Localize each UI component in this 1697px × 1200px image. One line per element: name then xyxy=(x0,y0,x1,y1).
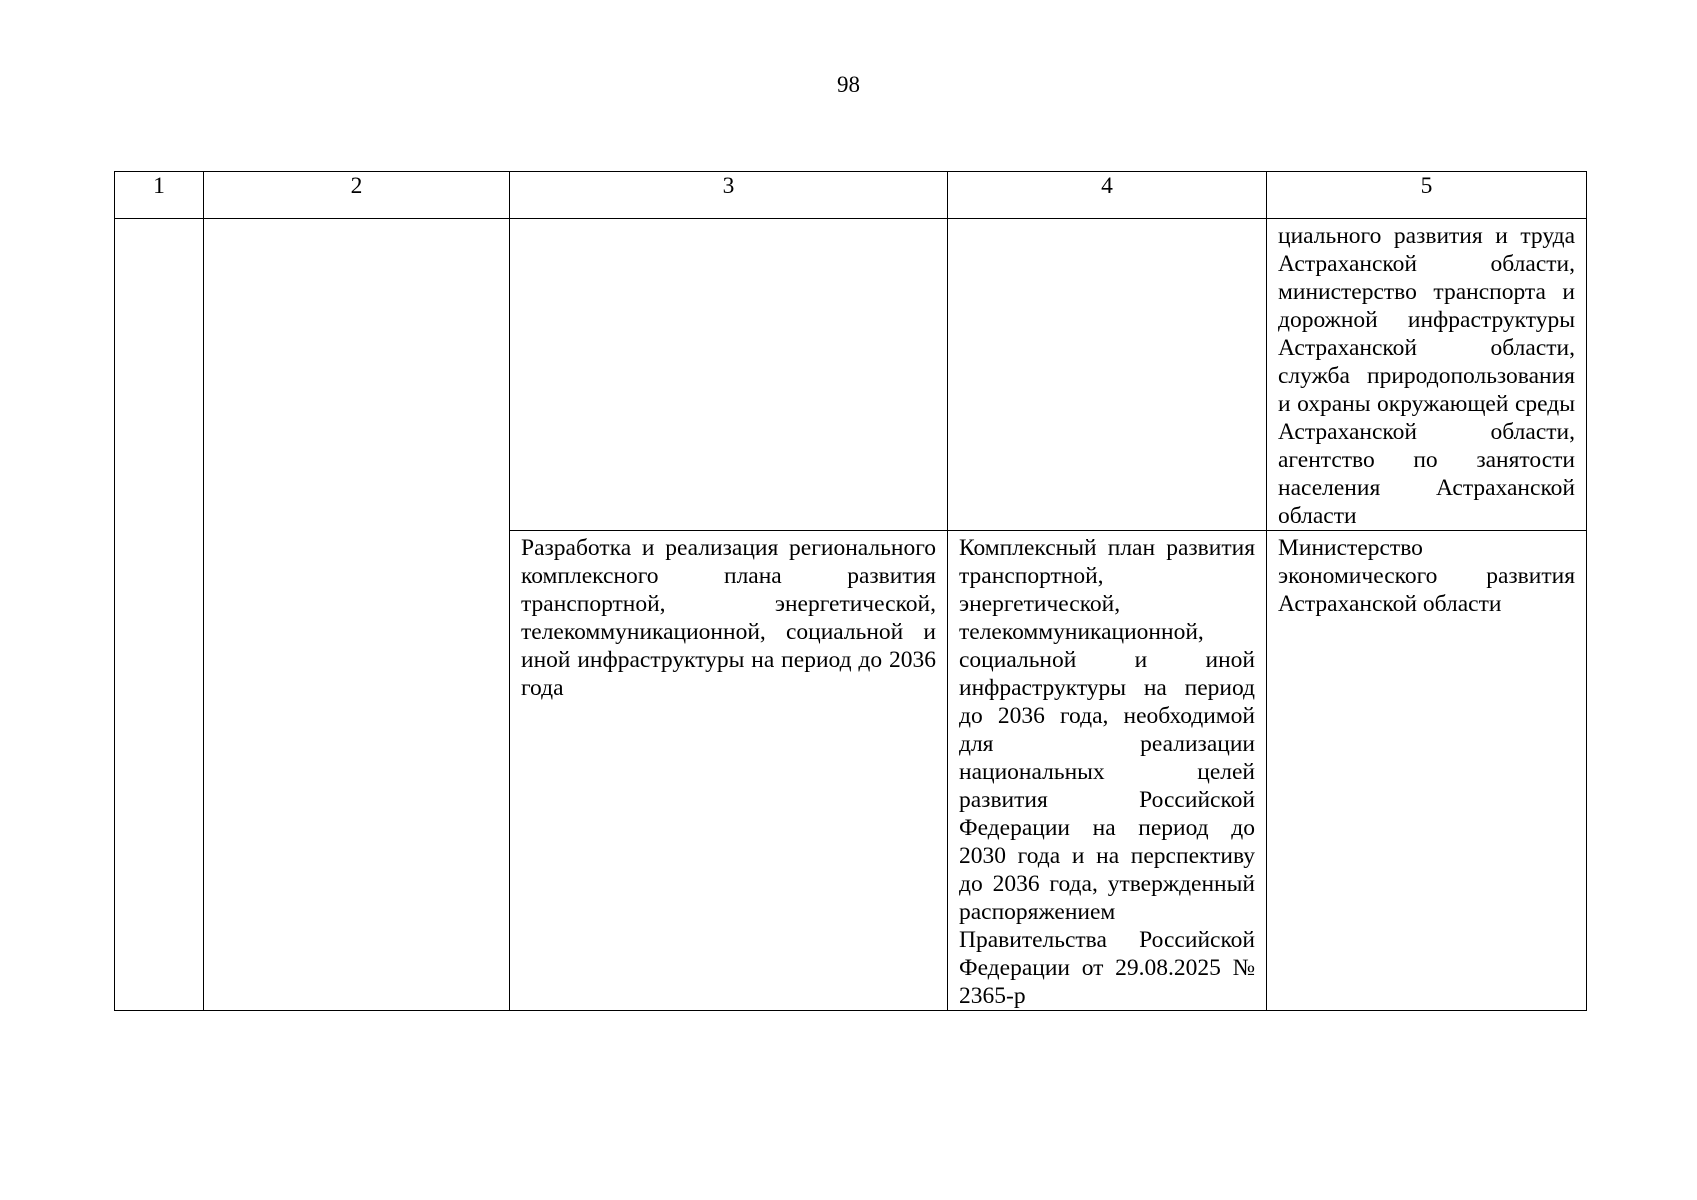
header-cell-5: 5 xyxy=(1267,172,1587,219)
table-header-row xyxy=(115,172,1587,219)
header-cell-2: 2 xyxy=(204,172,510,219)
row-cell-col1 xyxy=(115,219,204,1011)
header-cell-4: 4 xyxy=(948,172,1267,219)
responsible-agencies-text: циального развития и труда Астраханской области, министерство транспорта и дорожной инфраструктуры Астраханской области, служба природопользования и охраны окружающей среды Астраханской области, агентство по занятости населения Астраханской области xyxy=(1278,223,1575,529)
table-row xyxy=(115,219,1587,531)
row1-cell-col4 xyxy=(948,219,1267,531)
row1-cell-col5 xyxy=(1267,219,1587,531)
header-cell-3: 3 xyxy=(510,172,948,219)
header-cell-1: 1 xyxy=(115,172,204,219)
page-number: 98 xyxy=(837,72,860,97)
document-table xyxy=(114,171,1587,1011)
row2-cell-col3 xyxy=(510,531,948,1011)
row2-cell-col5 xyxy=(1267,531,1587,1011)
responsible-ministry-text: Министерство экономического развития Астраханской области xyxy=(1278,535,1575,617)
measure-text: Разработка и реализация регионального комплексного плана развития транспортной, энергетической, телекоммуникационной, социальной и иной инфраструктуры на период до 2036 года xyxy=(521,535,936,701)
row2-cell-col4 xyxy=(948,531,1267,1011)
row1-cell-col3 xyxy=(510,219,948,531)
document-reference-text: Комплексный план развития транспортной, энергетической, телекоммуникационной, социальной и иной инфраструктуры на период до 2036 года, необходимой для реализации национальных целей развития Российской Федерации на период до 2030 года и на перспективу до 2036 года, утвержденный распоряжением Правительства Российской Федерации от 29.08.2025 № 2365-р xyxy=(959,535,1255,1009)
row-cell-col2 xyxy=(204,219,510,1011)
